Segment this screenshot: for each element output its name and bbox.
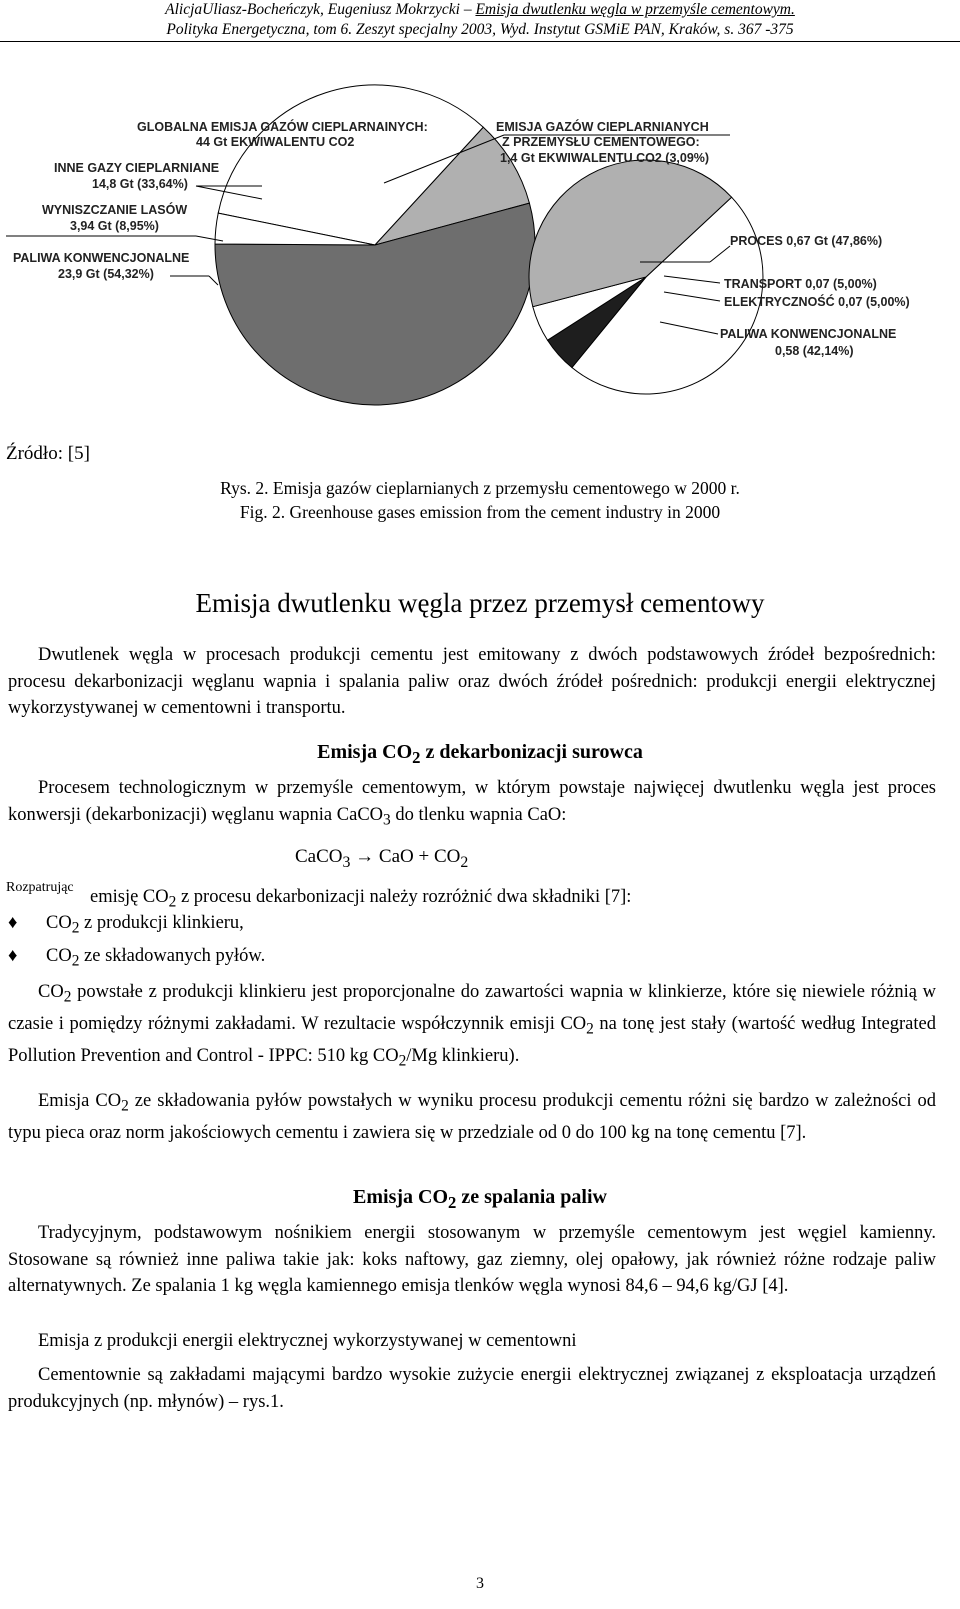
intro-paragraph: Dwutlenek węgla w procesach produkcji cementu jest emitowany z dwóch podstawowych źródeł bezpośrednich: procesu dekarbonizacji węglanu wapnia i spalania paliw oraz dwóch źródeł pośrednich: produkcji energii elektrycznej wykorzystywanej w cementowni i transportu. — [8, 645, 936, 718]
pal-label-2: 23,9 Gt (54,32%) — [58, 267, 154, 281]
leader-pal-2 — [209, 276, 218, 285]
right-title-2: Z PRZEMYSŁU CEMENTOWEGO: — [502, 135, 700, 149]
dust-paragraph: Emisja $CO_2$ ze składowania pyłów powstałych w wyniku procesu produkcji cementu różni się bardzo w zależności od typu pieca oraz norm jakościowych cementu i zawiera się w przedziale od 0 do 100 kg na tonę cementu [7]. — [8, 1091, 936, 1144]
components-intro: emisję $CO_2$ z procesu dekarbonizacji należy rozróżnić dwa składniki [7]: — [90, 887, 632, 911]
elektr-label: ELEKTRYCZNOŚĆ 0,07 (5,00%) — [724, 295, 910, 309]
clinker-paragraph: $CO_2$ powstałe z produkcji klinkieru jest proporcjonalne do zawartości wapnia w klinkierze, które się niewiele różnią w czasie i pomiędzy różnymi zakładami. W rezultacie współczynnik emisji $CO_2$ na tonę jest stały (wartość według Integrated Pollution Prevention and Control - IPPC: 510 kg $CO_2/Mg$ klinkieru). — [8, 982, 936, 1071]
rpal-label-1: PALIWA KONWENCJONALNE — [720, 327, 897, 341]
reaction-equation: CaCO$_3$ → CaO + $CO_2$ — [295, 846, 469, 871]
diamond-bullet-icon: ♦ — [8, 913, 18, 933]
header-line-1: AlicjaUliasz-Bocheńczyk, Eugeniusz Mokrzycki – Emisja dwutlenku węgla w przemyśle cementowym. — [165, 1, 795, 18]
page-number: 3 — [476, 1575, 484, 1592]
right-title-3: 1,4 Gt EKWIWALENTU CO2 (3,09%) — [500, 151, 710, 165]
subsection-title-fuels: Emisja $CO_2$ ze spalania paliw — [353, 1186, 607, 1212]
section-title: Emisja dwutlenku węgla przez przemysł cementowy — [195, 588, 765, 618]
wyn-label-1: WYNISZCZANIE LASÓW — [42, 203, 188, 217]
diamond-bullet-icon: ♦ — [8, 946, 18, 966]
figure-caption-en: Fig. 2. Greenhouse gases emission from the cement industry in 2000 — [239, 502, 721, 522]
rozpatrujac-word: Rozpatrując — [6, 880, 74, 895]
greenhouse-figure — [0, 0, 960, 440]
fuels-paragraph: Tradycyjnym, podstawowym nośnikiem energii stosowanym w przemyśle cementowym jest węgiel kamienny. Stosowane są również inne paliwa takie jak: koks naftowy, gaz ziemny, olej opałowy, jak również różne rodzaje paliw alternatywnych. Ze spalania 1 kg węgla kamiennego emisja tlenków węgla wynosi 84,6 – 94,6 kg/GJ [4]. — [8, 1223, 936, 1296]
transport-label: TRANSPORT 0,07 (5,00%) — [724, 277, 877, 291]
left-title-2: 44 Gt EKWIWALENTU CO2 — [196, 135, 355, 149]
right-title-1: EMISJA GAZÓW CIEPLARNIANYCH — [496, 120, 709, 134]
proces-label: PROCES 0,67 Gt (47,86%) — [730, 234, 883, 248]
wyn-label-2: 3,94 Gt (8,95%) — [70, 219, 159, 233]
electricity-paragraph: Cementownie są zakładami mającymi bardzo wysokie zużycie energii elektrycznej związanej z eksploatacja urządzeń produkcyjnych (np. młynów) – rys.1. — [8, 1365, 936, 1412]
rpal-label-2: 0,58 (42,14%) — [775, 344, 854, 358]
inne-label-2: 14,8 Gt (33,64%) — [92, 177, 188, 191]
pal-label-1: PALIWA KONWENCJONALNE — [13, 251, 190, 265]
header-line-2: Polityka Energetyczna, tom 6. Zeszyt specjalny 2003, Wyd. Instytut GSMiE PAN, Kraków, s. 367 -375 — [166, 21, 794, 38]
subsection-title-decarbonization: Emisja $CO_2$ z dekarbonizacji surowca — [317, 741, 643, 767]
inne-label-1: INNE GAZY CIEPLARNIANE — [54, 161, 220, 175]
electricity-heading: Emisja z produkcji energii elektrycznej wykorzystywanej w cementowni — [38, 1331, 577, 1351]
left-title-1: GLOBALNA EMISJA GAZÓW CIEPLARNAINYCH: — [137, 120, 428, 134]
bullet-item-dust: ♦ $CO_2$ ze składowanych pyłów. — [8, 946, 266, 970]
figure-caption-pl: Rys. 2. Emisja gazów cieplarnianych z przemysłu cementowego w 2000 r. — [220, 478, 740, 498]
decarbonization-paragraph: Procesem technologicznym w przemyśle cementowym, w którym powstaje najwięcej dwutlenku węgla jest proces konwersji (dekarbonizacji) węglanu wapnia CaCO$_3$ do tlenku wapnia CaO: — [8, 778, 936, 829]
bullet-item-clinker: ♦ $CO_2$ z produkcji klinkieru, — [8, 913, 244, 937]
source-note: Źródło: [5] — [6, 443, 90, 464]
